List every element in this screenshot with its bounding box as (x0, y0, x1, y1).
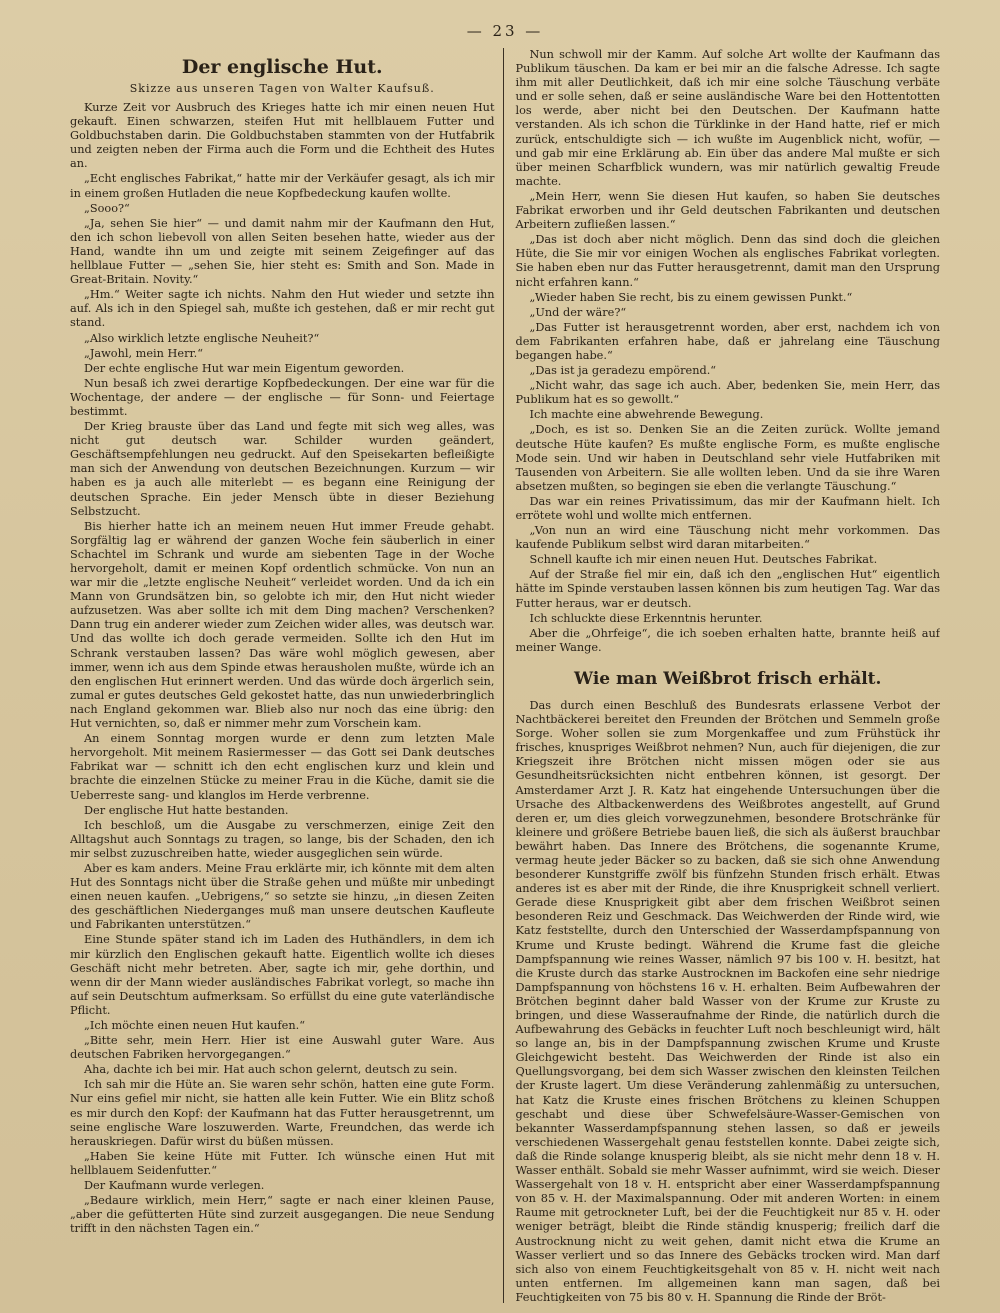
paragraph: Auf der Straße fiel mir ein, daß ich den „englischen Hut“ eigentlich hätte im Spinde verstauben lassen können bis zum heutigen Tag. War das Futter heraus, war er deutsch. (515, 568, 940, 610)
columns (70, 48, 940, 1303)
page-number: — 23 — (466, 22, 544, 40)
paragraph: „Hm.“ Weiter sagte ich nichts. Nahm den Hut wieder und setzte ihn auf. Als ich in den Spiegel sah, mußte ich gestehen, daß er mir recht gut stand. (70, 288, 495, 330)
article-continuation (516, 48, 941, 655)
article2-title: Wie man Weißbrot frisch erhält. (574, 668, 882, 689)
paragraph: Ich schluckte diese Erkenntnis herunter. (529, 611, 763, 625)
paragraph: Ich beschloß, um die Ausgabe zu verschmerzen, einige Zeit den Alltagshut auch Sonntags zu tragen, so lange, bis der Schaden, den ich mir selbst zuzuschreiben hatte, wieder ausgeglichen sein würde. (70, 818, 495, 860)
paragraph: Kurze Zeit vor Ausbruch des Krieges hatte ich mir einen neuen Hut gekauft. Einen schwarzen, steifen Hut mit hellblauem Futter und Goldbuchstaben darin. Die Goldbuchstaben stammten von der Hutfabrik und zeigten neben der Firma auch die Form und die Echtheit des Hutes an. (70, 101, 495, 171)
paragraph: Der echte englische Hut war mein Eigentum geworden. (84, 361, 405, 375)
paragraph: An einem Sonntag morgen wurde er denn zum letzten Male hervorgeholt. Mit meinem Rasiermesser — das Gott sei Dank deutsches Fabrikat war — schnitt ich den echt englischen kurz und klein und brachte die einzelnen Stücke zu meiner Frau in die Küche, damit sie die Ueberreste sang- und klanglos im Herde verbrenne. (70, 732, 495, 802)
paragraph: „Jawohl, mein Herr.“ (84, 346, 203, 360)
paragraph: „Von nun an wird eine Täuschung nicht mehr vorkommen. Das kaufende Publikum selbst wird daran mitarbeiten.“ (515, 524, 940, 552)
paragraph: Ich machte eine abwehrende Bewegung. (529, 408, 764, 422)
paragraph: Das durch einen Beschluß des Bundesrats erlassene Verbot der Nachtbäckerei bereitet den Freunden der Brötchen und Semmeln große Sorge. Woher sollen sie zum Morgenkaffee und zum Frühstück ihr frisches, knuspriges Weißbrot nehmen? Nun, auch für diejenigen, die zur Kriegszeit ihre Brötchen nicht missen mögen oder sie aus Gesundheitsrücksichten nicht entbehren können, ist gesorgt. Der Amsterdamer Arzt J. R. Katz hat eingehende Untersuchungen über die Ursache des Altbackenwerdens des Weißbrotes angestellt, auf Grund deren er, um dies gleich vorwegzunehmen, besondere Brotschränke für kleinere und größere Betriebe bauen ließ, die sich als äußerst brauchbar bewährt haben. Das Innere des Brötchens, die sogenannte Krume, vermag heute jeder Bäcker so zu backen, daß sie sich ohne Anwendung besonderer Kunstgriffe zwölf bis fünfzehn Stunden frisch erhält. Etwas anderes ist es aber mit der Rinde, die ihre Knusprigkeit schnell verliert. Gerade diese Knusprigkeit gibt aber dem frischen Weißbrot seinen besonderen Reiz und Geschmack. Das Weichwerden der Rinde wird, wie Katz feststellte, durch den Unterschied der Wasserdampfspannung von Krume und Kruste bedingt. Während die Krume fast die gleiche Dampfspannung wie reines Wasser, nämlich 97 bis 100 v. H. besitzt, hat die Kruste durch das starke Austrocknen im Backofen eine sehr niedrige Dampfspannung von höchstens 16 v. H. erhalten. Beim Aufbewahren der Brötchen beginnt daher bald Wasser von der Krume zur Kruste zu bringen, und diese Wasseraufnahme der Rinde, die natürlich durch die Aufbewahrung des Gebäcks in feuchter Luft noch beschleunigt wird, hält so lange an, bis in der Dampfspannung zwischen Krume und Kruste Gleichgewicht besteht. Das Weichwerden der Rinde ist also ein Quellungsvorgang, bei dem sich Wasser zwischen den kleinsten Teilchen der Kruste lagert. Um diese Veränderung zahlenmäßig zu untersuchen, hat Katz die Kruste eines frischen Brötchens zu kleinen Schuppen geschabt und diese über Schwefelsäure-Wasser-Gemischen von bekannter Wasserdampfspannung stehen lassen, so daß er jeweils verschiedenen Wassergehalt genau feststellen konnte. Dabei zeigte sich, daß die Rinde solange knusperig bleibt, als sie nicht mehr denn 18 v. H. Wasser enthält. Sobald sie mehr Wasser aufnimmt, wird sie weich. Dieser Wassergehalt von 18 v. H. entspricht aber einer Wasserdampfspannung von 85 v. H. der Maximalspannung. Oder mit anderen Worten: in einem Raume mit getrockneter Luft, bei der die Feuchtigkeit nur 85 v. H. oder weniger beträgt, bleibt die Rinde ständig knusperig; freilich darf die Austrocknung nicht zu weit gehen, damit nicht etwa die Krume an Wasser verliert und so das Innere des Gebäcks trocken wird. Man darf sich also von einem Feuchtigkeitsgehalt von 85 v. H. nicht weit nach unten entfernen. Im allgemeinen kann man sagen, daß bei Feuchtigkeiten von 75 bis 80 v. H. Spannung die Rinde der Bröt- (515, 698, 940, 1303)
article2-body (516, 699, 941, 1303)
paragraph: „Haben Sie keine Hüte mit Futter. Ich wünsche einen Hut mit hellblauem Seidenfutter.“ (70, 1149, 495, 1177)
paragraph: Eine Stunde später stand ich im Laden des Huthändlers, in dem ich mir kürzlich den Englischen gekauft hatte. Eigentlich wollte ich dieses Geschäft nicht mehr betreten. Aber, sagte ich mir, gehe dorthin, und wenn dir der Mann wieder ausländisches Fabrikat vorlegt, so mache ihn auf sein Deutschtum aufmerksam. So erfüllst du eine gute vaterländische Pflicht. (70, 933, 495, 1017)
paragraph: „Doch, es ist so. Denken Sie an die Zeiten zurück. Wollte jemand deutsche Hüte kaufen? Es mußte englische Form, es mußte englische Mode sein. Und wir haben in Deutschland sehr viele Hutfabriken mit Tausenden von Arbeitern. Sie alle wollten leben. Und da sie ihre Waren absetzen mußten, so begingen sie eben die verlangte Täuschung.“ (515, 423, 940, 493)
article-subtitle: Skizze aus unseren Tagen von Walter Kaufsuß. (129, 82, 435, 95)
right-column (503, 48, 941, 1303)
paragraph: „Das ist doch aber nicht möglich. Denn das sind doch die gleichen Hüte, die Sie mir vor einigen Wochen als englisches Fabrikat vorlegten. Sie haben eben nur das Futter herausgetrennt, damit man den Ursprung nicht erfahren kann.“ (515, 233, 940, 289)
paragraph: Schnell kaufte ich mir einen neuen Hut. Deutsches Fabrikat. (529, 553, 878, 567)
paragraph: „Ja, sehen Sie hier“ — und damit nahm mir der Kaufmann den Hut, den ich schon liebevoll von allen Seiten besehen hatte, wieder aus der Hand, wandte ihn um und zeigte mit seinem Zeigefinger auf das hellblaue Futter — „sehen Sie, hier steht es: Smith and Son. Made in Great-Britain. Novity.“ (70, 216, 495, 287)
paragraph: Aber es kam anders. Meine Frau erklärte mir, ich könnte mit dem alten Hut des Sonntags nicht über die Straße gehen und müßte mir unbedingt einen neuen kaufen. „Uebrigens,“ so setzte sie hinzu, „in diesen Zeiten des geschäftlichen Niederganges muß man unsere deutschen Kaufleute und Fabrikanten unterstützen.“ (70, 861, 495, 932)
paragraph: „Bedaure wirklich, mein Herr,“ sagte er nach einer kleinen Pause, „aber die gefütterten Hüte sind zurzeit ausgegangen. Die neue Sendung trifft in den nächsten Tagen ein.“ (70, 1194, 495, 1236)
paragraph: „Wieder haben Sie recht, bis zu einem gewissen Punkt.“ (529, 290, 853, 304)
paragraph: „Das ist ja geradezu empörend.“ (529, 364, 717, 378)
paragraph: „Und der wäre?“ (529, 305, 627, 319)
paragraph: Der Kaufmann wurde verlegen. (84, 1179, 265, 1193)
paragraph: „Ich möchte einen neuen Hut kaufen.“ (84, 1019, 305, 1032)
paragraph: „Sooo?“ (84, 201, 130, 215)
article-body (70, 101, 495, 1236)
paragraph: Bis hierher hatte ich an meinem neuen Hut immer Freude gehabt. Sorgfältig lag er während der ganzen Woche fein säuberlich in einer Schachtel im Schrank und wurde am siebenten Tage in der Woche hervorgeholt, damit er meinen Kopf ordentlich schmücke. Von nun an war mir die „letzte englische Neuheit“ verleidet worden. Und da ich ein Mann von Grundsätzen bin, so gelobte ich mir, den Hut nicht wieder aufzusetzen. Was aber sollte ich mit dem Ding machen? Verschenken? Dann trug ein anderer wieder zum Zeichen wider alles, was deutsch war. Und das wollte ich doch gerade vermeiden. Sollte ich den Hut im Schrank verstauben lassen? Das wäre wohl möglich gewesen, aber immer, wenn ich aus dem Spinde etwas herausholen mußte, würde ich an den englischen Hut erinnert werden. Und das würde doch ärgerlich sein, zumal er gutes deutsches Geld gekostet hatte, das nun unwiederbringlich nach England gekommen war. Blieb also nur noch das eine übrig: den Hut vernichten, so, daß er nimmer mehr zum Vorschein kam. (70, 519, 495, 731)
paragraph: Der Krieg brauste über das Land und fegte mit sich weg alles, was nicht gut deutsch war. Schilder wurden geändert, Geschäftsempfehlungen neu gedruckt. Auf den Speisekarten befleißigte man sich der Anwendung von deutschen Bezeichnungen. Kurzum — wir haben es ja auch alle miterlebt — es begann eine Reinigung der deutschen Sprache. Ein jeder Mensch übte in dieser Beziehung Selbstzucht. (70, 420, 495, 518)
paragraph: Ich sah mir die Hüte an. Sie waren sehr schön, hatten eine gute Form. Nur eins gefiel mir nicht, sie hatten alle kein Futter. Wie ein Blitz schoß es mir durch den Kopf: der Kaufmann hat das Futter herausgetrennt, um seine englische Ware loszuwerden. Warte, Freundchen, das werde ich herauskriegen. Dafür wirst du büßen müssen. (70, 1078, 495, 1148)
paragraph: „Nicht wahr, das sage ich auch. Aber, bedenken Sie, mein Herr, das Publikum hat es so gewollt.“ (515, 379, 940, 407)
article-title: Der englische Hut. (181, 56, 383, 78)
paragraph: Aber die „Ohrfeige“, die ich soeben erhalten hatte, brannte heiß auf meiner Wange. (515, 626, 940, 654)
paragraph: Der englische Hut hatte bestanden. (84, 803, 289, 817)
paragraph: „Das Futter ist herausgetrennt worden, aber erst, nachdem ich von dem Fabrikanten erfahren habe, daß er jahrelang eine Täuschung begangen habe.“ (515, 320, 940, 362)
paragraph: Aha, dachte ich bei mir. Hat auch schon gelernt, deutsch zu sein. (84, 1063, 458, 1077)
paragraph: „Mein Herr, wenn Sie diesen Hut kaufen, so haben Sie deutsches Fabrikat erworben und ihr Geld deutschen Fabrikanten und deutschen Arbeitern zufließen lassen.“ (515, 189, 940, 232)
paragraph: Nun besaß ich zwei derartige Kopfbedeckungen. Der eine war für die Wochentage, der andere — der englische — für Sonn- und Feiertage bestimmt. (70, 376, 495, 418)
paragraph: „Also wirklich letzte englische Neuheit?“ (84, 331, 320, 345)
paragraph: „Echt englisches Fabrikat,“ hatte mir der Verkäufer gesagt, als ich mir in einem großen Hutladen die neue Kopfbedeckung kaufen wollte. (70, 172, 495, 200)
paragraph: Das war ein reines Privatissimum, das mir der Kaufmann hielt. Ich errötete wohl und wollte mich entfernen. (515, 494, 940, 522)
paragraph: „Bitte sehr, mein Herr. Hier ist eine Auswahl guter Ware. Aus deutschen Fabriken hervorgegangen.“ (70, 1034, 495, 1062)
left-column (70, 48, 503, 1303)
paragraph: Nun schwoll mir der Kamm. Auf solche Art wollte der Kaufmann das Publikum täuschen. Da kam er bei mir an die falsche Adresse. Ich sagte ihm mit aller Deutlichkeit, daß ich mir eine solche Täuschung verbäte und er solle sehen, daß er seine ausländische Ware bei den Hottentotten los werde, aber nicht bei den Deutschen. Der Kaufmann hatte verstanden. Als ich schon die Türklinke in der Hand hatte, rief er mich zurück, entschuldigte sich — ich wußte im Augenblick nicht, wofür, — und gab mir eine Erklärung ab. Ein über das andere Mal mußte er sich über meinen Scharfblick wundern, was mir natürlich gewaltig Freude machte. (515, 48, 940, 188)
